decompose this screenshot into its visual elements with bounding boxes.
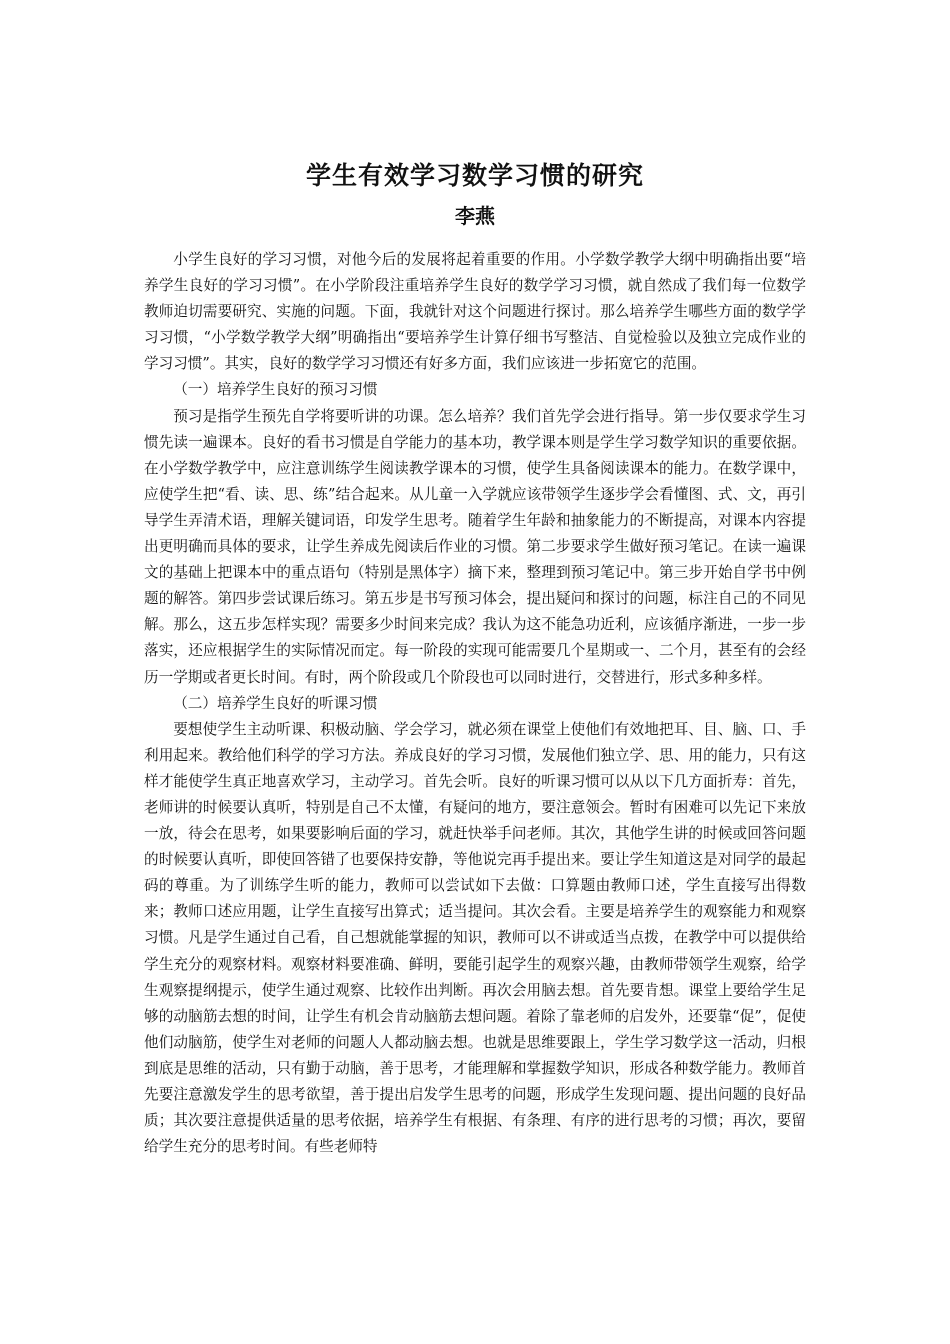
section-paragraph-preview: 预习是指学生预先自学将要听讲的功课。怎么培养？我们首先学会进行指导。第一步仅要求学生习惯先读一遍课本。良好的看书习惯是自学能力的基本功，教学课本则是学生学习数学知识的重要依据。在小学数学教学中，应注意训练学生阅读教学课本的习惯，使学生具备阅读课本的能力。在数学课中，应使学生把“看、读、思、练”结合起来。从儿童一入学就应该带领学生逐步学会看懂图、式、文，再引导学生弄清术语，理解关键词语，印发学生思考。随着学生年龄和抽象能力的不断提高，对课本内容提出更明确而具体的要求，让学生养成先阅读后作业的习惯。第二步要求学生做好预习笔记。在读一遍课文的基础上把课本中的重点语句（特别是黑体字）摘下来，整理到预习笔记中。第三步开始自学书中例题的解答。第四步尝试课后练习。第五步是书写预习体会，提出疑问和探讨的问题，标注自己的不同见解。那么，这五步怎样实现？需要多少时间来完成？我认为这不能急功近利，应该循序渐进，一步一步落实，还应根据学生的实际情况而定。每一阶段的实现可能需要几个星期或一、二个月，甚至有的会经历一学期或者更长时间。有时，两个阶段或几个阶段也可以同时进行，交替进行，形式多种多样。 [144, 407, 806, 686]
section-heading-preview: （一）培养学生良好的预习习惯 [173, 381, 378, 399]
section-paragraph-listening: 要想使学生主动听课、积极动脑、学会学习，就必须在课堂上使他们有效地把耳、目、脑、口、手利用起来。教给他们科学的学习方法。养成良好的学习习惯，发展他们独立学、思、用的能力，只有这样才能使学生真正地喜欢学习，主动学习。首先会听。良好的听课习惯可以从以下几方面折寿：首先，老师讲的时候要认真听，特别是自己不太懂，有疑问的地方，要注意领会。暂时有困难可以先记下来放一放，待会在思考，如果要影响后面的学习，就赶快举手问老师。其次，其他学生讲的时候或回答问题的时候要认真听，即使回答错了也要保持安静，等他说完再手提出来。要让学生知道这是对同学的最起码的尊重。为了训练学生听的能力，教师可以尝试如下去做：口算题由教师口述，学生直接写出得数来；教师口述应用题，让学生直接写出算式；适当提问。其次会看。主要是培养学生的观察能力和观察习惯。凡是学生通过自己看，自己想就能掌握的知识，教师可以不讲或适当点拨，在教学中可以提供给学生充分的观察材料。观察材料要准确、鲜明，要能引起学生的观察兴趣，由教师带领学生观察，给学生观察提纲提示，使学生通过观察、比较作出判断。再次会用脑去想。首先要肯想。课堂上要给学生足够的动脑筋去想的时间，让学生有机会肯动脑筋去想问题。着除了靠老师的启发外，还要靠“促”，促使他们动脑筋，使学生对老师的问题人人都动脑去想。也就是思维要跟上，学生学习数学这一活动，归根到底是思维的活动，只有勤于动脑，善于思考，才能理解和掌握数学知识，形成各种数学能力。教师首先要注意激发学生的思考欲望，善于提出启发学生思考的问题，形成学生发现问题、提出问题的良好品质；其次要注意提供适量的思考依据，培养学生有根据、有条理、有序的进行思考的习惯；再次，要留给学生充分的思考时间。有些老师特 [144, 720, 806, 1156]
document-author: 李燕 [455, 204, 495, 228]
document-body [144, 247, 806, 1160]
document-title: 学生有效学习数学习惯的研究 [305, 161, 644, 190]
section-heading-listening: （二）培养学生良好的听课习惯 [173, 694, 378, 712]
intro-paragraph: 小学生良好的学习习惯，对他今后的发展将起着重要的作用。小学数学教学大纲中明确指出要“培养学生良好的学习习惯”。在小学阶段注重培养学生良好的数学学习习惯，就自然成了我们每一位数学教师迫切需要研究、实施的问题。下面，我就针对这个问题进行探讨。那么培养学生哪些方面的数学学习习惯，“小学数学教学大纲”明确指出“要培养学生计算仔细书写整洁、自觉检验以及独立完成作业的学习习惯”。其实，良好的数学学习习惯还有好多方面，我们应该进一步拓宽它的范围。 [144, 251, 806, 373]
